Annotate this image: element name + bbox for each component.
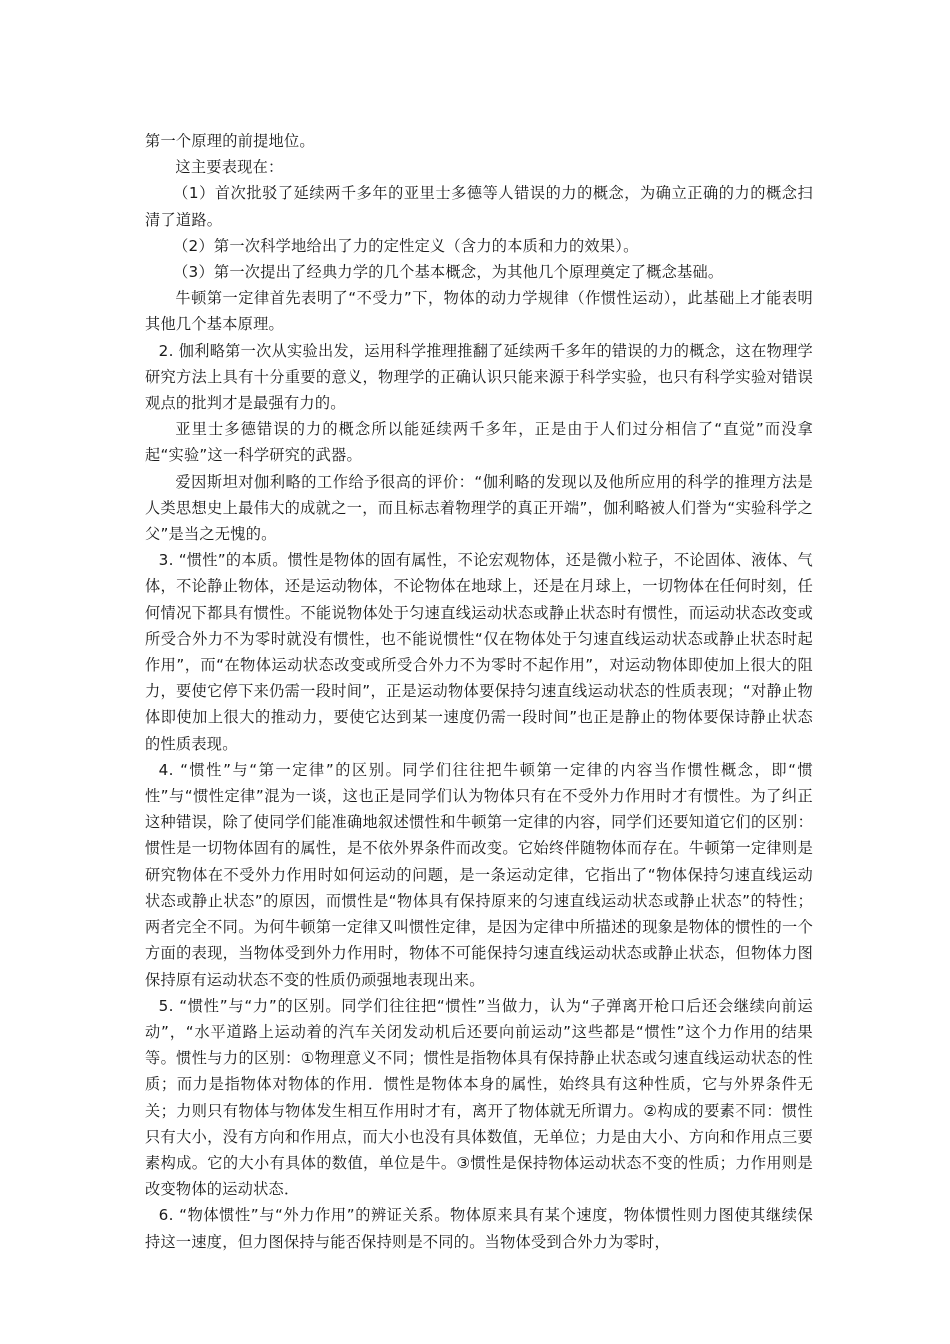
document-body bbox=[145, 128, 813, 1255]
paragraph-section-4: 4. “惯性”与“第一定律”的区别。同学们往往把牛顿第一定律的内容当作惯性概念，即“惯性”与“惯性定律”混为一谈，这也正是同学们认为物体只有在不受外力作用时才有惯性。为了纠正这种错误，除了使同学们能准确地叙述惯性和牛顿第一定律的内容，同学们还要知道它们的区别：惯性是一切物体固有的属性，是不依外界条件而改变。它始终伴随物体而存在。牛顿第一定律则是研究物体在不受外力作用时如何运动的问题，是一条运动定律，它指出了“物体保持匀速直线运动状态或静止状态”的原因，而惯性是“物体具有保持原来的匀速直线运动状态或静止状态”的特性；两者完全不同。为何牛顿第一定律又叫惯性定律，是因为定律中所描述的现象是物体的惯性的一个方面的表现，当物体受到外力作用时，物体不可能保持匀速直线运动状态或静止状态，但物体力图保持原有运动状态不变的性质仍顽强地表现出来。 bbox=[145, 760, 813, 989]
paragraph-einstein: 爱因斯坦对伽利略的工作给予很高的评价：“伽利略的发现以及他所应用的科学的推理方法是人类思想史上最伟大的成就之一，而且标志着物理学的真正开端”，伽利略被人们誉为“实验科学之父”是当之无愧的。 bbox=[145, 472, 813, 544]
paragraph-continuation: 第一个原理的前提地位。 bbox=[145, 132, 315, 150]
paragraph-section-5: 5. “惯性”与“力”的区别。同学们往往把“惯性”当做力，认为“子弹离开枪口后还会继续向前运动”，“水平道路上运动着的汽车关闭发动机后还要向前运动”这些都是“惯性”这个力作用的结果等。惯性与力的区别：①物理意义不同；惯性是指物体具有保持静止状态或匀速直线运动状态的性质；而力是指物体对物体的作用．惯性是物体本身的属性，始终具有这种性质，它与外界条件无关；力则只有物体与物体发生相互作用时才有，离开了物体就无所谓力。②构成的要素不同：惯性只有大小，没有方向和作用点，而大小也没有具体数值，无单位；力是由大小、方向和作用点三要素构成。它的大小有具体的数值，单位是牛。③惯性是保持物体运动状态不变的性质；力作用则是改变物体的运动状态． bbox=[145, 996, 813, 1199]
paragraph-aristotle: 亚里士多德错误的力的概念所以能延续两千多年，正是由于人们过分相信了“直觉”而没拿起“实验”这一科学研究的武器。 bbox=[145, 420, 813, 465]
paragraph-point-3: （3）第一次提出了经典力学的几个基本概念，为其他几个原理奠定了概念基础。 bbox=[173, 263, 724, 282]
paragraph-point-1: （1）首次批驳了延续两千多年的亚里士多德等人错误的力的概念，为确立正确的力的概念扫清了道路。 bbox=[145, 184, 813, 229]
paragraph-section-2: 2. 伽利略第一次从实验出发，运用科学推理推翻了延续两千多年的错误的力的概念，这在物理学研究方法上具有十分重要的意义，物理学的正确认识只能来源于科学实验，也只有科学实验对错误观点的批判才是最强有力的。 bbox=[145, 341, 813, 413]
paragraph-intro: 这主要表现在： bbox=[175, 158, 284, 177]
paragraph-newton-first-law: 牛顿第一定律首先表明了“不受力”下，物体的动力学规律（作惯性运动），此基础上才能表明其他几个基本原理。 bbox=[145, 289, 813, 334]
paragraph-point-2: （2）第一次科学地给出了力的定性定义（含力的本质和力的效果）。 bbox=[173, 236, 639, 255]
paragraph-section-6: 6. “物体惯性”与“外力作用”的辨证关系。物体原来具有某个速度，物体惯性则力图使其继续保持这一速度，但力图保持与能否保持则是不同的。当物体受到合外力为零时， bbox=[145, 1206, 813, 1251]
paragraph-section-3: 3. “惯性”的本质。惯性是物体的固有属性，不论宏观物体，还是微小粒子，不论固体、液体、气体，不论静止物体，还是运动物体，不论物体在地球上，还是在月球上，一切物体在任何时刻，任何情况下都具有惯性。不能说物体处于匀速直线运动状态或静止状态时有惯性，而运动状态改变或所受合外力不为零时就没有惯性，也不能说惯性“仅在物体处于匀速直线运动状态或静止状态时起作用”，而“在物体运动状态改变或所受合外力不为零时不起作用”，对运动物体即使加上很大的阻力，要使它停下来仍需一段时间”，正是运动物体要保持匀速直线运动状态的性质表现；“对静止物体即使加上很大的推动力，要使它达到某一速度仍需一段时间”也正是静止的物体要保诗静止状态的性质表现。 bbox=[145, 551, 813, 753]
